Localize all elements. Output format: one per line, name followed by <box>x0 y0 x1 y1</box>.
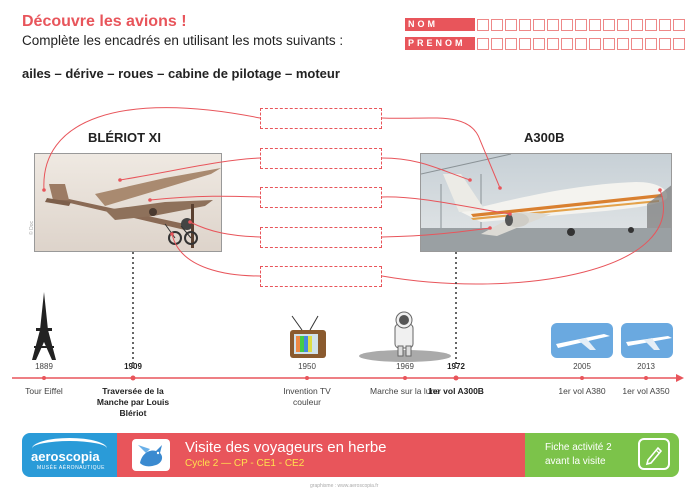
nom-label: NOM <box>405 18 475 31</box>
answer-box-4[interactable] <box>260 227 382 248</box>
answer-box-2[interactable] <box>260 148 382 169</box>
aeroscopia-logo <box>22 433 117 477</box>
timeline-event: 1er vol A380 <box>558 386 606 396</box>
footer-banner <box>22 433 679 477</box>
prenom-label: PRENOM <box>405 37 475 50</box>
a300b-name: A300B <box>524 130 565 145</box>
visit-panel <box>117 433 525 477</box>
timeline-year: 1950 <box>298 362 316 371</box>
page-title: Découvre les avions ! <box>22 13 187 30</box>
timeline-year: 1909 <box>124 362 142 371</box>
timeline-event: 1er vol A350 <box>622 386 670 396</box>
bleriot-name: BLÉRIOT XI <box>88 130 161 145</box>
activity-panel <box>525 433 679 477</box>
timeline-event: Tour Eiffel <box>25 386 63 396</box>
a350-icon <box>621 323 673 358</box>
a380-icon <box>551 323 613 358</box>
timeline-year: 2013 <box>637 362 655 371</box>
footer-credit: graphisme : www.aeroscopia.fr <box>310 483 379 489</box>
timeline-event: Marche sur la lune <box>370 386 440 396</box>
word-list: ailes – dérive – roues – cabine de pilotage – moteur <box>22 66 340 81</box>
timeline-year: 1969 <box>396 362 414 371</box>
instructions: Complète les encadrés en utilisant les mots suivants : <box>22 33 344 48</box>
pencil-icon <box>638 438 670 470</box>
photo-credit: © Doc <box>28 221 35 235</box>
dragon-icon <box>132 439 170 471</box>
sheet-label: Fiche activité 2 <box>545 442 612 453</box>
brand-name: aeroscopia <box>31 449 100 464</box>
astronaut-icon <box>359 312 451 362</box>
timeline-event: Traversée de la Manche par Louis Blériot <box>96 386 170 418</box>
timeline-event: Invention TV couleur <box>283 386 331 407</box>
tv-icon <box>290 316 326 358</box>
when-label: avant la visite <box>545 456 606 467</box>
timeline-event: 1er vol A300B <box>428 386 484 396</box>
visit-title: Visite des voyageurs en herbe <box>185 439 387 456</box>
eiffel-tower-icon <box>32 292 56 360</box>
answer-box-1[interactable] <box>260 108 382 129</box>
timeline-year: 1972 <box>447 362 465 371</box>
timeline-year: 1889 <box>35 362 53 371</box>
answer-box-3[interactable] <box>260 187 382 208</box>
cycle-label: Cycle 2 — CP - CE1 - CE2 <box>185 458 305 469</box>
brand-subtitle: MUSÉE AÉRONAUTIQUE <box>37 465 105 471</box>
timeline-year: 2005 <box>573 362 591 371</box>
